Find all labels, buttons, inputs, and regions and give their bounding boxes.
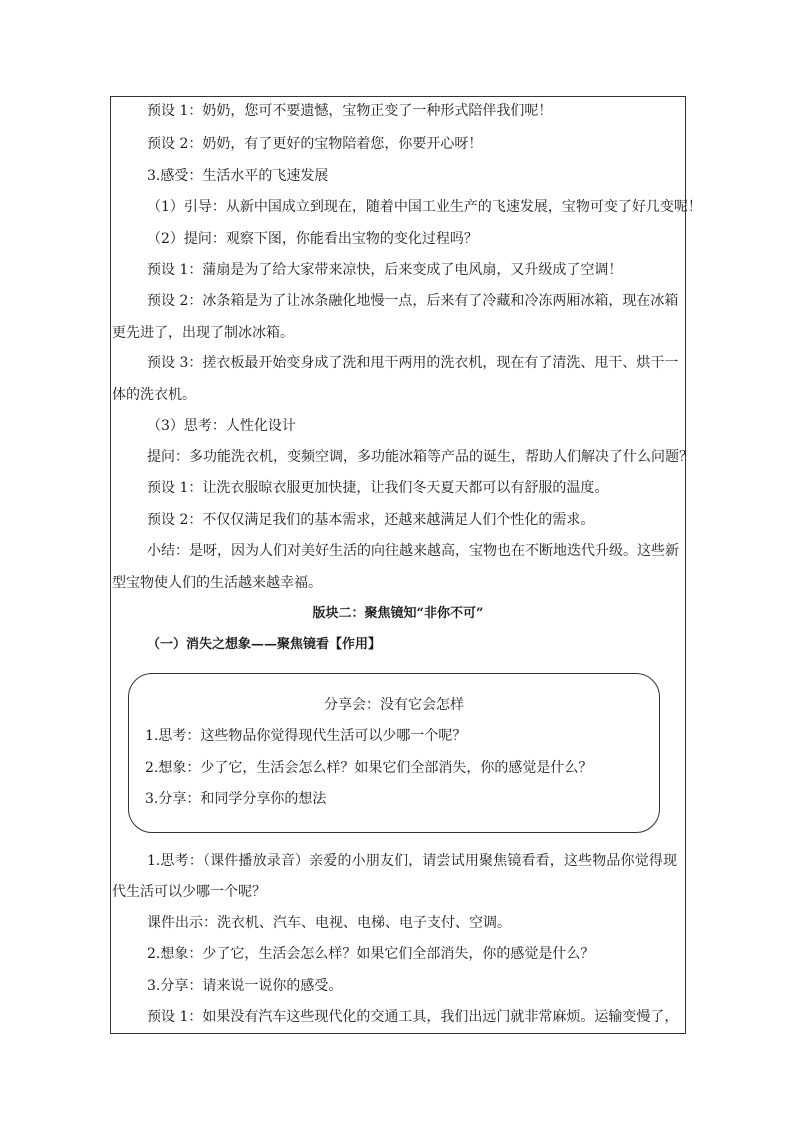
text-line: 预设 3：搓衣板最开始变身成了洗和甩干两用的洗衣机，现在有了清洗、甩干、烘干一 [147,355,679,371]
text-line: 3.分享：请来说一说你的感受。 [147,978,343,994]
text-line: 预设 1：如果没有汽车这些现代化的交通工具，我们出远门就非常麻烦。运输变慢了， [147,1009,679,1025]
share-box-item: 3.分享：和同学分享你的想法 [145,791,327,807]
text-line: （1）引导：从新中国成立到现在，随着中国工业生产的飞速发展，宝物可变了好几变呢！ [147,199,702,215]
share-box-item: 2.想象：少了它，生活会怎么样？如果它们全部消失，你的感觉是什么？ [145,760,593,776]
text-line: 课件出示：洗衣机、汽车、电视、电梯、电子支付、空调。 [147,915,511,931]
text-line: （2）提问：观察下图，你能看出宝物的变化过程吗？ [147,231,478,247]
text-line: 2.想象：少了它，生活会怎么样？如果它们全部消失，你的感觉是什么？ [147,946,595,962]
text-line: 代生活可以少哪一个呢？ [112,884,266,900]
text-line: 小结：是呀，因为人们对美好生活的向往越来越高，宝物也在不断地迭代升级。这些新 [147,543,679,559]
text-line: 更先进了，出现了制冰冰箱。 [112,325,294,341]
text-line: 3.感受：生活水平的飞速发展 [147,168,329,184]
section-title: 版块二：聚焦镜知“非你不可” [312,606,484,621]
text-line: （3）思考：人性化设计 [147,418,296,434]
text-line: 预设 2：不仅仅满足我们的基本需求，还越来越满足人们个性化的需求。 [147,512,595,528]
subsection-title: （一）消失之想象——聚焦镜看【作用】 [147,637,382,652]
share-box-item: 1.思考：这些物品你觉得现代生活可以少哪一个呢？ [145,728,467,744]
text-line: 型宝物使人们的生活越来越幸福。 [112,575,322,591]
text-line: 1.思考：（课件播放录音）亲爱的小朋友们，请尝试用聚焦镜看看，这些物品你觉得现 [147,853,677,869]
text-line: 预设 2：冰条箱是为了让冰条融化地慢一点，后来有了冷藏和冷冻两厢冰箱，现在冰箱 [147,293,679,309]
share-box-title: 分享会：没有它会怎样 [324,697,464,713]
text-line: 体的洗衣机。 [112,387,196,403]
text-line: 提问：多功能洗衣机，变频空调，多功能冰箱等产品的诞生，帮助人们解决了什么问题？ [147,449,693,465]
text-line: 预设 2：奶奶，有了更好的宝物陪着您，你要开心呀！ [147,136,483,152]
text-line: 预设 1：蒲扇是为了给大家带来凉快，后来变成了电风扇，又升级成了空调！ [147,262,623,278]
text-line: 预设 1：让洗衣服晾衣服更加快捷，让我们冬天夏天都可以有舒服的温度。 [147,480,609,496]
text-line: 预设 1：奶奶，您可不要遗憾，宝物正变了一种形式陪伴我们呢！ [147,103,553,119]
